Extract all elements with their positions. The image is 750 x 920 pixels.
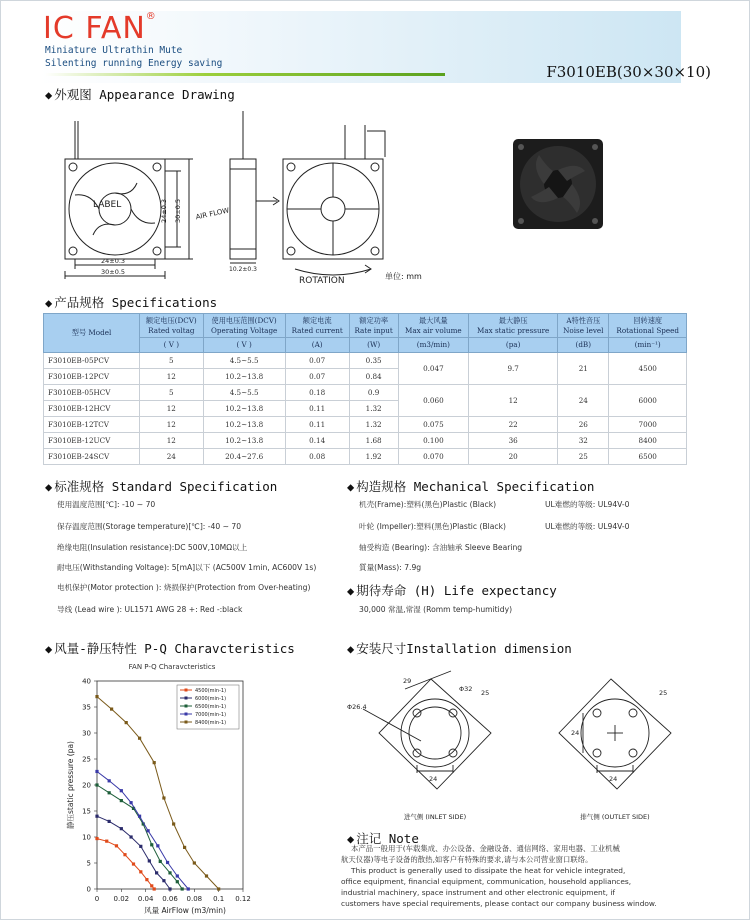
mechanical-line: 机壳(Frame):塑料(黑色)Plastic (Black) [359,500,497,509]
series-line [97,816,170,889]
data-point [108,820,111,823]
table-cell: 36 [469,433,558,449]
data-point [95,783,98,786]
data-point [153,761,156,764]
data-point [148,859,151,862]
data-point [183,846,186,849]
model-title: F3010EB(30×30×10) [546,63,711,81]
data-point [120,799,123,802]
data-point [162,879,165,882]
table-cell: 12 [469,385,558,417]
table-cell: 0.84 [349,369,398,385]
dim-h-inner: 24±0.3 [160,198,168,223]
data-point [110,707,113,710]
table-cell: 10.2~13.8 [203,417,285,433]
tagline-2: Silenting running Energy saving [45,58,223,69]
specifications-title: ◆ 产品规格 Specifications [45,295,218,310]
standard-line: 耐电压(Withstanding Voltage): 5[mA]以下 (AC500V 1min, AC600V 1s) [57,563,317,572]
table-cell: F3010EB-12UCV [44,433,140,449]
installation-drawing [341,661,681,826]
table-cell: 0.047 [398,353,469,385]
legend-marker [185,705,188,708]
table-cell: 0.11 [285,401,349,417]
table-cell: 12 [140,401,204,417]
th-operating-voltage: 使用电压范围(DCV) Operating Voltage [203,314,285,338]
table-cell: F3010EB-12HCV [44,401,140,417]
data-point [95,695,98,698]
mechanical-rating: UL难燃的等级: UL94V-0 [545,522,630,531]
dim-29: 29 [403,677,412,685]
table-cell: 10.2~13.8 [203,401,285,417]
note-line: 航天仪器)等电子设备的散热,如客户有特殊的要求,请与本公司营业窗口联络。 [341,855,593,864]
table-cell: F3010EB-05HCV [44,385,140,401]
table-cell: 0.070 [398,449,469,465]
y-tick-label: 5 [86,859,91,868]
dim-phi32: Φ32 [459,685,473,693]
data-point [95,837,98,840]
series-line [97,839,154,889]
data-point [217,887,220,890]
table-cell: 0.07 [285,353,349,369]
unit-operating-voltage: ( V ) [203,338,285,353]
data-point [168,887,171,890]
y-tick-label: 30 [82,729,91,738]
data-point [138,815,141,818]
legend-marker [185,697,188,700]
data-point [176,880,179,883]
table-cell: 0.08 [285,449,349,465]
note-title: ◆ 注记 Note [347,831,419,846]
table-cell: 8400 [609,433,687,449]
data-point [187,887,190,890]
table-cell: 24 [140,449,204,465]
standard-line: 导线 (Lead wire ): UL1571 AWG 28 +: Red -:black [57,605,243,614]
table-row [44,433,687,449]
data-point [205,874,208,877]
legend-marker [185,689,188,692]
table-cell: 26 [558,417,609,433]
data-point [115,844,118,847]
data-point [156,844,159,847]
spec-unit-row [44,338,687,353]
mechanical-line: 質量(Mass): 7.9g [359,563,422,572]
y-tick-label: 15 [82,807,91,816]
data-point [166,861,169,864]
table-cell: 10.2~13.8 [203,433,285,449]
table-cell: 25 [558,449,609,465]
th-noise: A特性音压 Noise level [558,314,609,338]
table-cell: 1.32 [349,401,398,417]
chart-title: FAN P-Q Charavcteristics [128,663,216,671]
appearance-drawing [45,101,645,291]
table-cell: 5 [140,385,204,401]
spec-table [43,313,687,465]
note-line: office equipment, financial equipment, communication, household appliances, [341,877,632,886]
mechanical-line: 轴受构造 (Bearing): 含油轴承 Sleeve Bearing [359,543,523,552]
standard-title: ◆ 标准规格 Standard Specification [45,479,278,494]
table-cell: 0.100 [398,433,469,449]
table-cell: 0.11 [285,417,349,433]
th-air-volume: 最大风量 Max air volume [398,314,469,338]
y-tick-label: 40 [82,677,91,686]
data-point [120,827,123,830]
data-point [123,853,126,856]
data-point [129,801,132,804]
brand-logo: IC FAN® [43,11,157,46]
th-speed: 回转速度 Rotational Speed [609,314,687,338]
table-cell: 5 [140,353,204,369]
installation-title: ◆ 安装尺寸Installation dimension [347,641,572,656]
table-cell: F3010EB-12PCV [44,369,140,385]
standard-line: 保存温度范围(Storage temperature)[℃]: -40 ~ 70 [57,522,242,531]
table-cell: 0.18 [285,385,349,401]
table-row [44,449,687,465]
table-cell: 6000 [609,385,687,417]
x-tick-label: 0 [94,895,100,903]
x-tick-label: 0.08 [186,895,203,903]
data-point [125,721,128,724]
mechanical-rating: UL难燃的等级: UL94V-0 [545,500,630,509]
dim-24-outlet: 24 [609,775,618,783]
legend-marker [185,713,188,716]
unit-rate-input: (W) [349,338,398,353]
dim-25-inlet: 25 [481,689,490,697]
table-cell: 22 [469,417,558,433]
table-row [44,385,687,401]
chart-xlabel: 风量 AirFlow (m3/min) [144,906,226,915]
pq-title: ◆ 风量-静压特性 P-Q Charavcteristics [45,641,295,656]
data-point [193,861,196,864]
data-point [129,835,132,838]
x-tick-label: 0.12 [235,895,251,903]
unit-rated-current: (A) [285,338,349,353]
life-text: 30,000 常温,常湿 (Romm temp-humitidy) [359,605,513,614]
th-rated-voltage: 额定电压(DCV) Rated voltag [140,314,204,338]
data-point [147,829,150,832]
table-row [44,417,687,433]
y-tick-label: 10 [82,833,91,842]
table-cell: F3010EB-05PCV [44,353,140,369]
dim-25-outlet: 25 [659,689,668,697]
y-tick-label: 0 [86,885,91,894]
data-point [181,887,184,890]
unit-static-pressure: (pa) [469,338,558,353]
note-line: customers have special requirements, please contact our company business window. [341,899,657,908]
data-point [162,796,165,799]
data-point [139,870,142,873]
data-point [108,779,111,782]
legend-label: 4500(min-1) [195,688,227,694]
table-cell: F3010EB-12TCV [44,417,140,433]
table-cell: 12 [140,433,204,449]
unit-noise: (dB) [558,338,609,353]
legend-label: 8400(min-1) [195,720,227,726]
standard-line: 使用温度范围[℃]: -10 ~ 70 [57,500,156,509]
data-point [120,789,123,792]
data-point [145,878,148,881]
mechanical-line: 叶轮 (Impeller):塑料(黑色)Plastic (Black) [359,522,506,531]
table-cell: 0.060 [398,385,469,417]
note-body [341,843,671,909]
data-point [168,871,171,874]
table-cell: 0.9 [349,385,398,401]
note-line: industrial machinery, space instrument and other electronic equipment, if [341,888,615,897]
data-point [150,843,153,846]
outlet-caption: 排气侧 (OUTLET SIDE) [580,813,650,821]
table-cell: 0.35 [349,353,398,369]
legend-label: 6000(min-1) [195,696,227,702]
table-cell: 32 [558,433,609,449]
th-model: 型号 Model [44,314,140,353]
dim-h-outer: 30±0.5 [174,198,182,223]
unit-label: 单位: mm [385,272,422,281]
table-cell: 0.14 [285,433,349,449]
standard-line: 电机保护(Motor protection ): 烧损保护(Protection from Over-heating) [57,583,311,592]
dim-w-inner: 24±0.3 [101,257,126,265]
data-point [108,791,111,794]
th-rate-input: 额定功率 Rate input [349,314,398,338]
table-cell: 4.5~5.5 [203,385,285,401]
standard-line: 绝缘电阻(Insulation resistance):DC 500V,10MΩ以上 [57,543,248,552]
data-point [139,845,142,848]
data-point [153,887,156,890]
note-line: This product is generally used to dissipate the heat for vehicle integrated, [351,866,626,875]
data-point [132,862,135,865]
x-tick-label: 0.04 [137,895,154,903]
table-cell: 7000 [609,417,687,433]
table-cell: 20.4~27.6 [203,449,285,465]
unit-air-volume: (m3/min) [398,338,469,353]
dim-24-inlet: 24 [429,775,438,783]
y-tick-label: 25 [82,755,91,764]
x-tick-label: 0.06 [162,895,178,903]
legend-label: 7000(min-1) [195,712,227,718]
data-point [159,860,162,863]
data-point [150,884,153,887]
dim-depth: 10.2±0.3 [229,266,257,273]
rotation-text: ROTATION [299,276,345,286]
table-cell: 9.7 [469,353,558,385]
airflow-text: AIR FLOW [194,206,230,222]
chart-ylabel: 静压static pressure (pa) [66,741,75,829]
life-title: ◆ 期待寿命 (H) Life expectancy [347,583,557,598]
y-tick-label: 20 [82,781,91,790]
dim-phi26: Φ26.4 [347,703,367,711]
y-tick-label: 35 [82,703,91,712]
table-cell: 20 [469,449,558,465]
data-point [172,822,175,825]
legend-label: 6500(min-1) [195,704,227,710]
header-divider [45,73,445,76]
unit-speed: (min⁻¹) [609,338,687,353]
th-rated-current: 额定电流 Rated current [285,314,349,338]
data-point [176,874,179,877]
x-tick-label: 0.1 [213,895,225,903]
data-point [105,840,108,843]
table-cell: 10.2~13.8 [203,369,285,385]
table-row [44,353,687,369]
tagline-1: Miniature Ultrathin Mute [45,45,183,56]
dim-24-vertical: 24 [571,729,580,737]
table-cell: 0.07 [285,369,349,385]
legend-marker [185,721,188,724]
data-point [95,770,98,773]
table-cell: 4.5~5.5 [203,353,285,369]
appearance-title: ◆ 外观图 Appearance Drawing [45,87,235,102]
table-cell: F3010EB-24SCV [44,449,140,465]
mechanical-title: ◆ 构造规格 Mechanical Specification [347,479,595,494]
spec-header-row [44,314,687,338]
series-line [97,772,188,890]
fan-photo [513,139,603,229]
inlet-caption: 进气侧 (INLET SIDE) [403,813,467,821]
table-cell: 12 [140,369,204,385]
table-cell: 1.92 [349,449,398,465]
table-cell: 21 [558,353,609,385]
table-cell: 24 [558,385,609,417]
data-point [138,737,141,740]
table-cell: 6500 [609,449,687,465]
table-cell: 12 [140,417,204,433]
table-cell: 1.68 [349,433,398,449]
table-cell: 0.075 [398,417,469,433]
dim-w-outer: 30±0.5 [101,268,126,276]
table-cell: 4500 [609,353,687,385]
label-text: LABEL [93,200,122,210]
note-line: 本产品一般用于(车载集成、办公设备、金融设备、通信网络、家用电器、工业机械 [351,844,620,853]
data-point [95,815,98,818]
table-cell: 1.32 [349,417,398,433]
x-tick-label: 0.02 [113,895,130,903]
pq-chart [45,657,255,919]
unit-rated-voltage: ( V ) [140,338,204,353]
data-point [155,871,158,874]
th-static-pressure: 最大静压 Max static pressure [469,314,558,338]
